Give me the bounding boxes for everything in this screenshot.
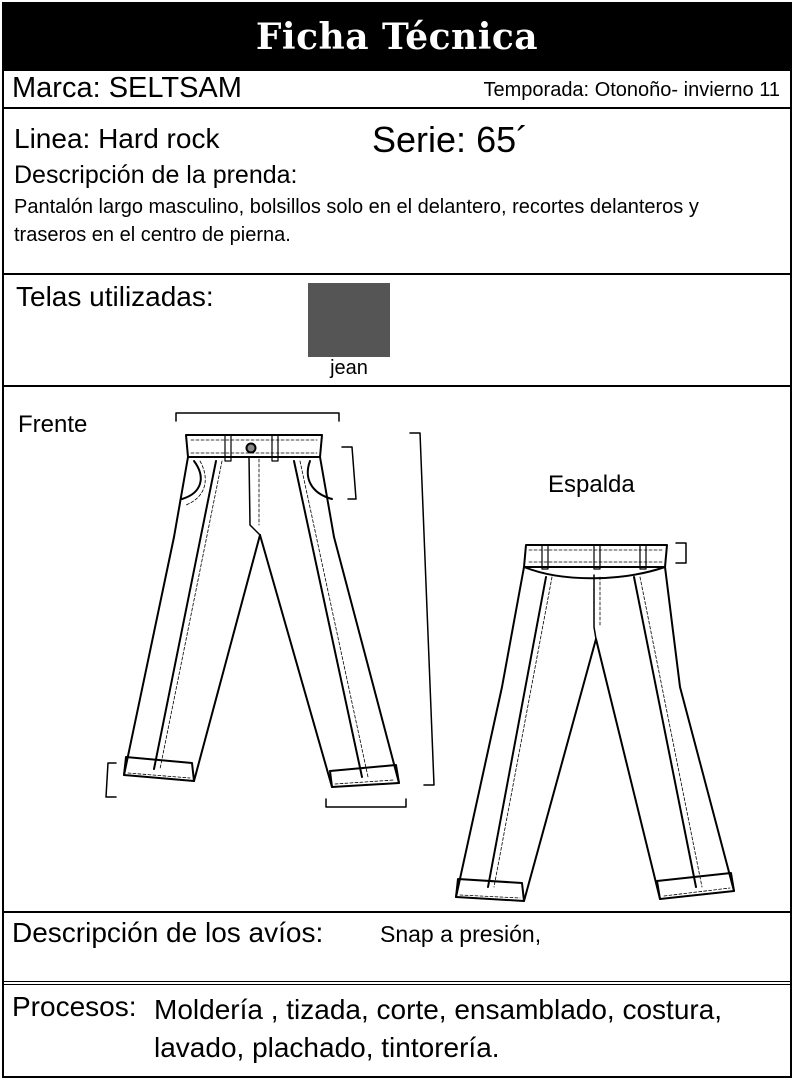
trims-value: Snap a presión, xyxy=(380,921,542,947)
trims-label: Descripción de los avíos: xyxy=(12,917,324,948)
serie-value: 65´ xyxy=(476,119,529,160)
technical-sheet xyxy=(2,2,792,1078)
description-text: Pantalón largo masculino, bolsillos solo en el delantero, recortes delanteros y traseros en el centro de pierna. xyxy=(14,196,699,246)
title-bar xyxy=(4,4,790,69)
fabric-swatch xyxy=(308,283,390,357)
page-title: Ficha Técnica xyxy=(255,15,539,58)
pants-flat-sketch xyxy=(4,387,790,911)
back-view-label: Espalda xyxy=(548,471,635,498)
line-field xyxy=(14,123,219,155)
brand-field xyxy=(12,72,242,105)
season-field xyxy=(484,79,781,102)
season-label: Temporada: xyxy=(483,79,590,101)
line-row xyxy=(4,107,790,273)
brand-label: Marca: xyxy=(12,72,101,104)
description-label: Descripción de la prenda: xyxy=(14,161,298,189)
process-row xyxy=(4,981,790,1076)
drawing-row xyxy=(4,385,790,911)
brand-value: SELTSAM xyxy=(108,72,242,104)
brand-row xyxy=(4,69,790,107)
front-view-label: Frente xyxy=(18,411,88,438)
fabric-row xyxy=(4,273,790,385)
line-value: Hard rock xyxy=(98,123,220,154)
processes-label: Procesos: xyxy=(12,991,137,1022)
back-pants-drawing xyxy=(456,543,734,901)
fabrics-label: Telas utilizadas: xyxy=(16,281,214,312)
processes-value: Moldería , tizada, corte, ensamblado, costura, lavado, plachado, tintorería. xyxy=(154,994,723,1063)
front-pants-drawing xyxy=(106,413,434,807)
line-label: Linea: xyxy=(14,123,91,154)
trims-row xyxy=(4,911,790,981)
serie-field xyxy=(372,119,528,161)
serie-label: Serie: xyxy=(372,119,467,160)
fabric-name: jean xyxy=(330,357,368,379)
season-value: Otonoño- invierno 11 xyxy=(594,79,780,101)
